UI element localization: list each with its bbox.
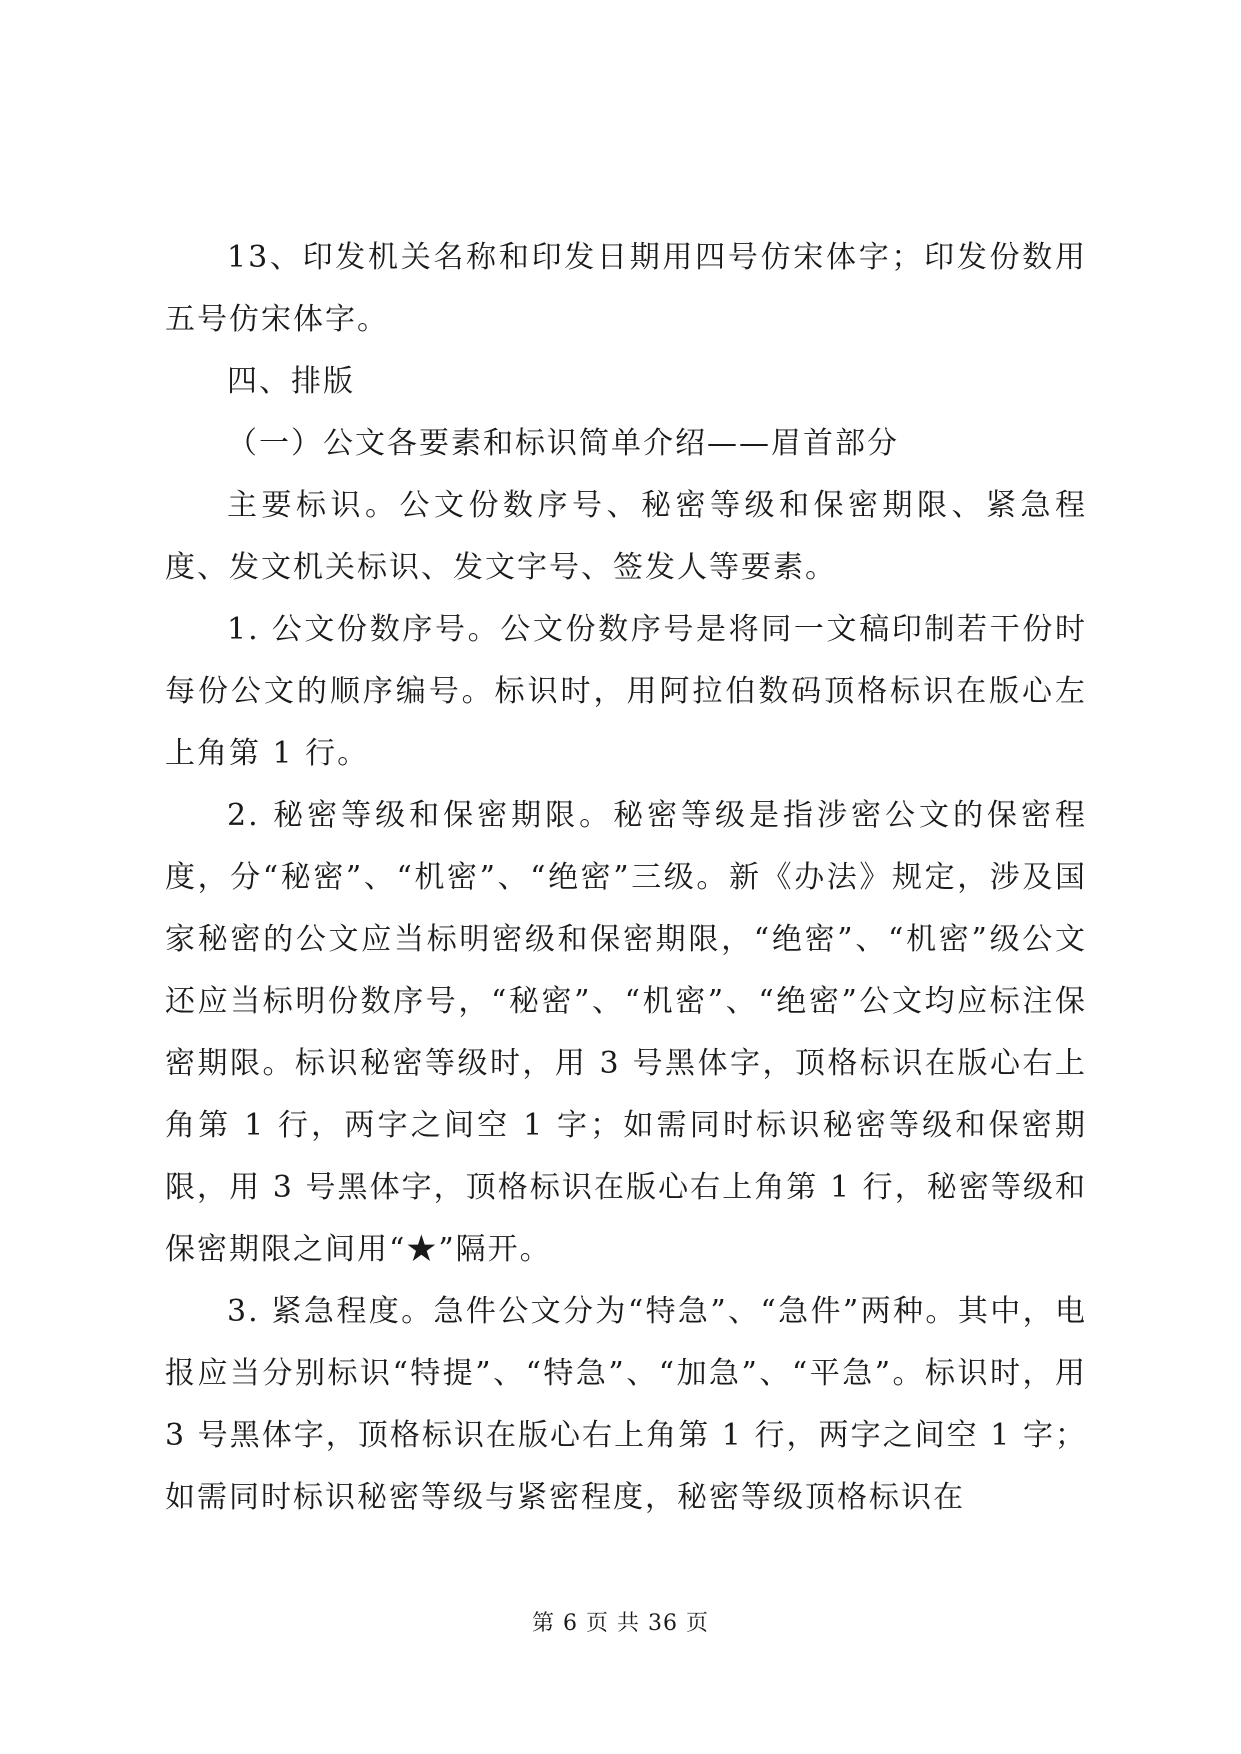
document-body <box>165 227 1087 1529</box>
paragraph-3: （一）公文各要素和标识简单介绍——眉首部分 <box>227 426 899 461</box>
paragraph-7: 3. 紧急程度。急件公文分为“特急”、“急件”两种。其中，电报应当分别标识“特提”、“特急”、“加急”、“平急”。标识时，用 3 号黑体字，顶格标识在版心右上角第 1 行，两字之间空 1 字；如需同时标识秘密等级与紧密程度，秘密等级顶格标识在 <box>165 1294 1087 1515</box>
paragraph-2: 四、排版 <box>227 364 355 399</box>
paragraph-4: 主要标识。公文份数序号、秘密等级和保密期限、紧急程度、发文机关标识、发文字号、签发人等要素。 <box>165 488 1087 585</box>
paragraph-1: 13、印发机关名称和印发日期用四号仿宋体字；印发份数用五号仿宋体字。 <box>165 240 1087 337</box>
paragraph-6: 2. 秘密等级和保密期限。秘密等级是指涉密公文的保密程度，分“秘密”、“机密”、“绝密”三级。新《办法》规定，涉及国家秘密的公文应当标明密级和保密期限，“绝密”、“机密”级公文还应当标明份数序号，“秘密”、“机密”、“绝密”公文均应标注保密期限。标识秘密等级时，用 3 号黑体字，顶格标识在版心右上角第 1 行，两字之间空 1 字；如需同时标识秘密等级和保密期限，用 3 号黑体字，顶格标识在版心右上角第 1 行，秘密等级和保密期限之间用“★”隔开。 <box>165 798 1087 1267</box>
paragraph-5: 1. 公文份数序号。公文份数序号是将同一文稿印制若干份时每份公文的顺序编号。标识时，用阿拉伯数码顶格标识在版心左上角第 1 行。 <box>165 612 1087 771</box>
page-number-footer: 第 6 页 共 36 页 <box>532 1611 709 1636</box>
